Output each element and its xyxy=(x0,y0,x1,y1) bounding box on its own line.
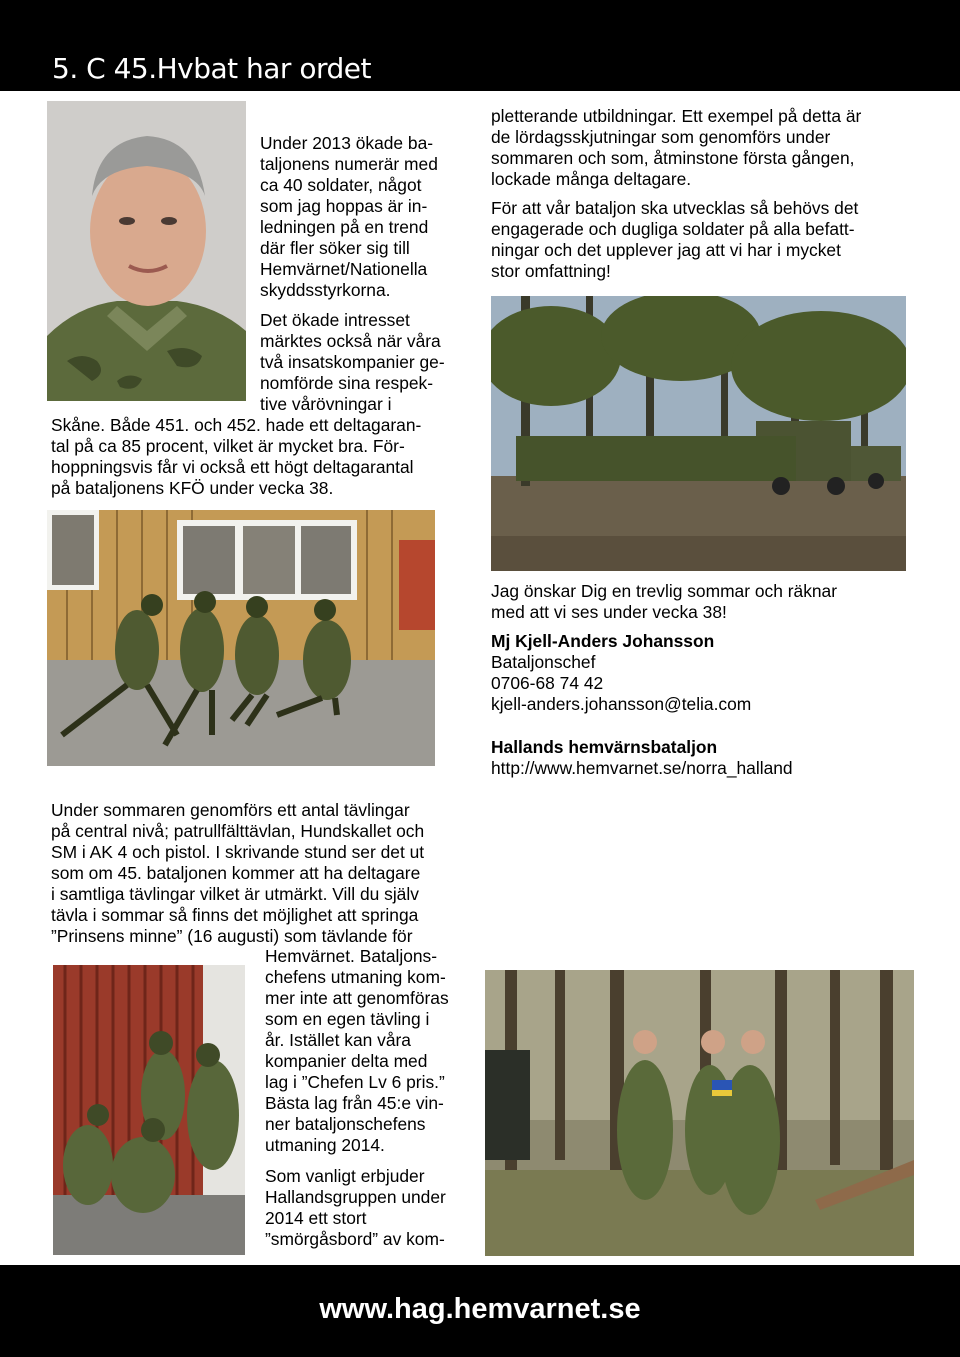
officers-forest-photo xyxy=(485,970,914,1256)
text-line: ner bataljonschefens xyxy=(265,1114,426,1134)
footer-website-link[interactable]: www.hag.hemvarnet.se xyxy=(319,1293,641,1325)
text-line: lockade många deltagare. xyxy=(491,169,692,189)
unit-name: Hallands hemvärnsbataljon xyxy=(491,737,718,757)
text-line: skyddsstyrkorna. xyxy=(260,280,391,300)
text-line: chefens utmaning kom- xyxy=(265,967,446,987)
text-line: år. Istället kan våra xyxy=(265,1030,411,1050)
text-line: i samtliga tävlingar vilket är utmärkt. Vill du själv xyxy=(51,884,419,904)
signature-block xyxy=(491,631,751,715)
unit-website-link[interactable]: http://www.hemvarnet.se/norra_halland xyxy=(491,758,793,778)
text-line: utmaning 2014. xyxy=(265,1135,385,1155)
text-line: som om 45. bataljonen kommer att ha deltagare xyxy=(51,863,421,883)
second-paragraph-full xyxy=(51,415,421,499)
author-role: Bataljonschef xyxy=(491,652,596,672)
text-line: Skåne. Både 451. och 452. hade ett deltagaran- xyxy=(51,415,422,435)
text-line: på central nivå; patrullfälttävlan, Hundskallet och xyxy=(51,821,425,841)
unit-block xyxy=(491,737,793,779)
text-line: SM i AK 4 och pistol. I skrivande stund ser det ut xyxy=(51,842,425,862)
text-line: taljonens numerär med xyxy=(260,154,438,174)
text-line: två insatskompanier ge- xyxy=(260,352,445,372)
page-title: 5. C 45.Hvbat har ordet xyxy=(52,52,371,85)
text-line: Bästa lag från 45:e vin- xyxy=(265,1093,444,1113)
author-phone[interactable]: 0706-68 74 42 xyxy=(491,673,604,693)
text-line: Jag önskar Dig en trevlig sommar och räknar xyxy=(491,581,838,601)
text-line: nomförde sina respek- xyxy=(260,373,434,393)
text-line: lag i ”Chefen Lv 6 pris.” xyxy=(265,1072,445,1092)
portrait-photo xyxy=(47,101,246,401)
text-line: tävla i sommar så finns det möjlighet att springa xyxy=(51,905,419,925)
text-line: Hallandsgruppen under xyxy=(265,1187,446,1207)
right-paragraph-1 xyxy=(491,106,861,190)
soldiers-building-photo xyxy=(47,510,435,766)
third-paragraph-full xyxy=(51,800,424,947)
text-line: som en egen tävling i xyxy=(265,1009,430,1029)
right-paragraph-2 xyxy=(491,198,858,282)
text-line: tal på ca 85 procent, vilket är mycket bra. För- xyxy=(51,436,405,456)
text-line: ”Prinsens minne” (16 augusti) som tävlande för xyxy=(51,926,413,946)
text-line: märktes också när våra xyxy=(260,331,441,351)
soldiers-container-photo xyxy=(53,965,245,1255)
text-line: mer inte att genomföras xyxy=(265,988,449,1008)
header-bar xyxy=(0,0,960,91)
text-line: Hemvärnet. Bataljons- xyxy=(265,946,438,966)
text-line: Som vanligt erbjuder xyxy=(265,1166,425,1186)
text-line: stor omfattning! xyxy=(491,261,611,281)
text-line: som jag hoppas är in- xyxy=(260,196,428,216)
text-line: Det ökade intresset xyxy=(260,310,410,330)
fourth-paragraph-wrap xyxy=(265,1166,446,1250)
text-line: Under sommaren genomförs ett antal tävlingar xyxy=(51,800,410,820)
text-line: tive vårövningar i xyxy=(260,394,392,414)
text-line: hoppningsvis får vi också ett högt deltagarantal xyxy=(51,457,414,477)
third-paragraph-wrap xyxy=(265,946,449,1156)
text-line: Under 2013 ökade ba- xyxy=(260,133,434,153)
closing-wish xyxy=(491,581,837,623)
text-line: För att vår bataljon ska utvecklas så behövs det xyxy=(491,198,859,218)
text-line: ”smörgåsbord” av kom- xyxy=(265,1229,445,1249)
text-line: Hemvärnet/Nationella xyxy=(260,259,428,279)
text-line: 2014 ett stort xyxy=(265,1208,367,1228)
text-line: pletterande utbildningar. Ett exempel på detta är xyxy=(491,106,862,126)
text-line: de lördagsskjutningar som genomförs under xyxy=(491,127,831,147)
text-line: ca 40 soldater, något xyxy=(260,175,422,195)
text-line: ledningen på en trend xyxy=(260,217,429,237)
text-line: ningar och det upplever jag att vi har i mycket xyxy=(491,240,841,260)
text-line: engagerade och dugliga soldater på alla befatt- xyxy=(491,219,855,239)
text-line: på bataljonens KFÖ under vecka 38. xyxy=(51,478,334,498)
author-name: Mj Kjell-Anders Johansson xyxy=(491,631,715,651)
second-paragraph-indented xyxy=(260,310,445,415)
footer-bar xyxy=(0,1265,960,1357)
text-line: kompanier delta med xyxy=(265,1051,428,1071)
text-line: sommaren och som, åtminstone första gången, xyxy=(491,148,855,168)
author-email[interactable]: kjell-anders.johansson@telia.com xyxy=(491,694,752,714)
intro-paragraph xyxy=(260,133,438,301)
text-line: där fler söker sig till xyxy=(260,238,410,258)
troops-forest-photo xyxy=(491,296,906,571)
text-line: med att vi ses under vecka 38! xyxy=(491,602,727,622)
